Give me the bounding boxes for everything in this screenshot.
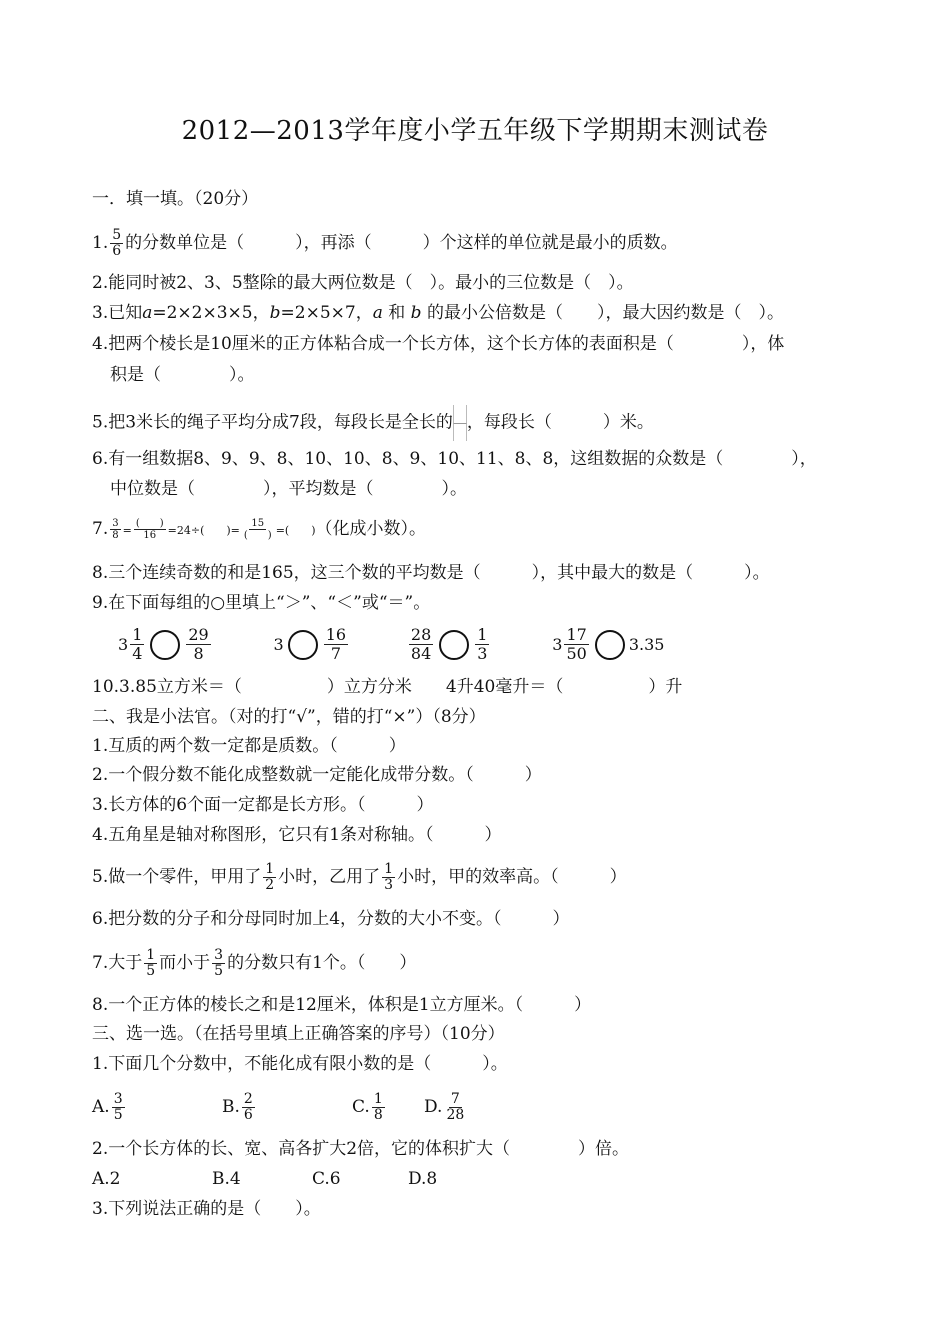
s2-question-4: 4.五角星是轴对称图形，它只有1条对称轴。（ ） <box>92 825 502 845</box>
s2-question-1: 1.互质的两个数一定都是质数。（ ） <box>92 736 406 756</box>
s3-question-1-options <box>92 1092 468 1123</box>
option-d: D.8 <box>408 1169 438 1189</box>
s1-question-1: 1. $\frac{5}{6}$ 的分数单位是（ ），再添（ ）个这样的单位就是最小的质数。 <box>92 227 678 259</box>
s2-question-3: 3.长方体的6个面一定都是长方形。（ ） <box>92 795 434 815</box>
section1-heading: 一．填一填。（20分） <box>92 189 259 209</box>
s1-question-2: 2.能同时被2、3、5整除的最大两位数是（ ）。最小的三位数是（ ）。 <box>92 273 634 293</box>
s1-question-6-line2: 中位数是（ ），平均数是（ ）。 <box>110 479 467 499</box>
option-c: C. $\frac{1}{8}$ <box>352 1091 383 1123</box>
s1-question-4-line2: 积是（ ）。 <box>110 365 255 385</box>
s3-question-2: 2.一个长方体的长、宽、高各扩大2倍，它的体积扩大（ ）倍。 <box>92 1139 630 1159</box>
s2-question-6: 6.把分数的分子和分母同时加上4，分数的大小不变。（ ） <box>92 909 570 929</box>
s1-question-6-line1: 6.有一组数据8、9、9、8、10、10、8、9、10、11、8、8，这组数据的众数是（ ）， <box>92 449 817 469</box>
compare-circle[interactable] <box>288 630 318 660</box>
fraction: $\frac{5}{6}$ <box>112 227 122 259</box>
blank-fraction[interactable] <box>453 405 467 441</box>
option-c: C.6 <box>312 1169 341 1189</box>
s2-question-2: 2.一个假分数不能化成整数就一定能化成带分数。（ ） <box>92 765 542 785</box>
s2-question-5: 5.做一个零件，甲用了 $\frac{1}{2}$ 小时，乙用了 $\frac{1}{3}$ 小时，甲的效率高。（ ） <box>92 861 627 893</box>
s1-question-7: 7. $\frac{3}{8}$ = $\frac{( )}{16}$ =24÷( )= $\frac{15}{( )}$ =( )（化成小数）。 <box>92 518 426 541</box>
s1-question-10: 10.3.85立方米＝（ ）立方分米 4升40毫升＝（ ）升 <box>92 677 683 697</box>
section2-heading: 二、我是小法官。（对的打“√”，错的打“×”）（8分） <box>92 707 486 727</box>
s1-question-8: 8.三个连续奇数的和是165，这三个数的平均数是（ ），其中最大的数是（ ）。 <box>92 563 770 583</box>
s1-question-4-line1: 4.把两个棱长是10厘米的正方体粘合成一个长方体，这个长方体的表面积是（ ），体 <box>92 334 785 354</box>
s2-question-8: 8.一个正方体的棱长之和是12厘米，体积是1立方厘米。（ ） <box>92 995 592 1015</box>
option-b: B.4 <box>212 1169 241 1189</box>
section3-heading: 三、选一选。（在括号里填上正确答案的序号）（10分） <box>92 1024 505 1044</box>
page-title: 2012—2013学年度小学五年级下学期期末测试卷 <box>181 116 769 146</box>
s3-question-3: 3.下列说法正确的是（ ）。 <box>92 1199 321 1219</box>
s3-question-1: 1.下面几个分数中，不能化成有限小数的是（ ）。 <box>92 1054 508 1074</box>
compare-group-2: 3 $\frac{16}{7}$ <box>273 625 347 663</box>
option-a: A. $\frac{3}{5}$ <box>92 1091 123 1123</box>
compare-group-4: 3 $\frac{17}{50}$ 3.35 <box>552 625 665 663</box>
s2-question-7: 7.大于 $\frac{1}{5}$ 而小于 $\frac{3}{5}$ 的分数只有1个。（ ） <box>92 947 417 979</box>
s1-question-3: 3.已知a=2×2×3×5，b=2×5×7，a 和 b 的最小公倍数是（ ），最大因约数是（ ）。 <box>92 303 784 323</box>
s1-question-9: 9.在下面每组的○里填上“＞”、“＜”或“＝”。 <box>92 593 431 613</box>
s1-question-5: 5.把3米长的绳子平均分成7段，每段长是全长的 ，每段长（ ）米。 <box>92 405 654 441</box>
compare-group-1: 3 $\frac{1}{4}$ $\frac{29}{8}$ <box>118 625 209 663</box>
option-d: D. $\frac{7}{28}$ <box>424 1091 465 1123</box>
s3-question-2-options <box>92 1168 437 1190</box>
option-a: A.2 <box>92 1169 121 1189</box>
compare-circle[interactable] <box>439 630 469 660</box>
s1-question-9-items <box>118 626 664 663</box>
option-b: B. $\frac{2}{6}$ <box>222 1091 253 1123</box>
compare-circle[interactable] <box>595 630 625 660</box>
compare-group-3: $\frac{28}{84}$ $\frac{1}{3}$ <box>410 625 488 663</box>
compare-circle[interactable] <box>150 630 180 660</box>
